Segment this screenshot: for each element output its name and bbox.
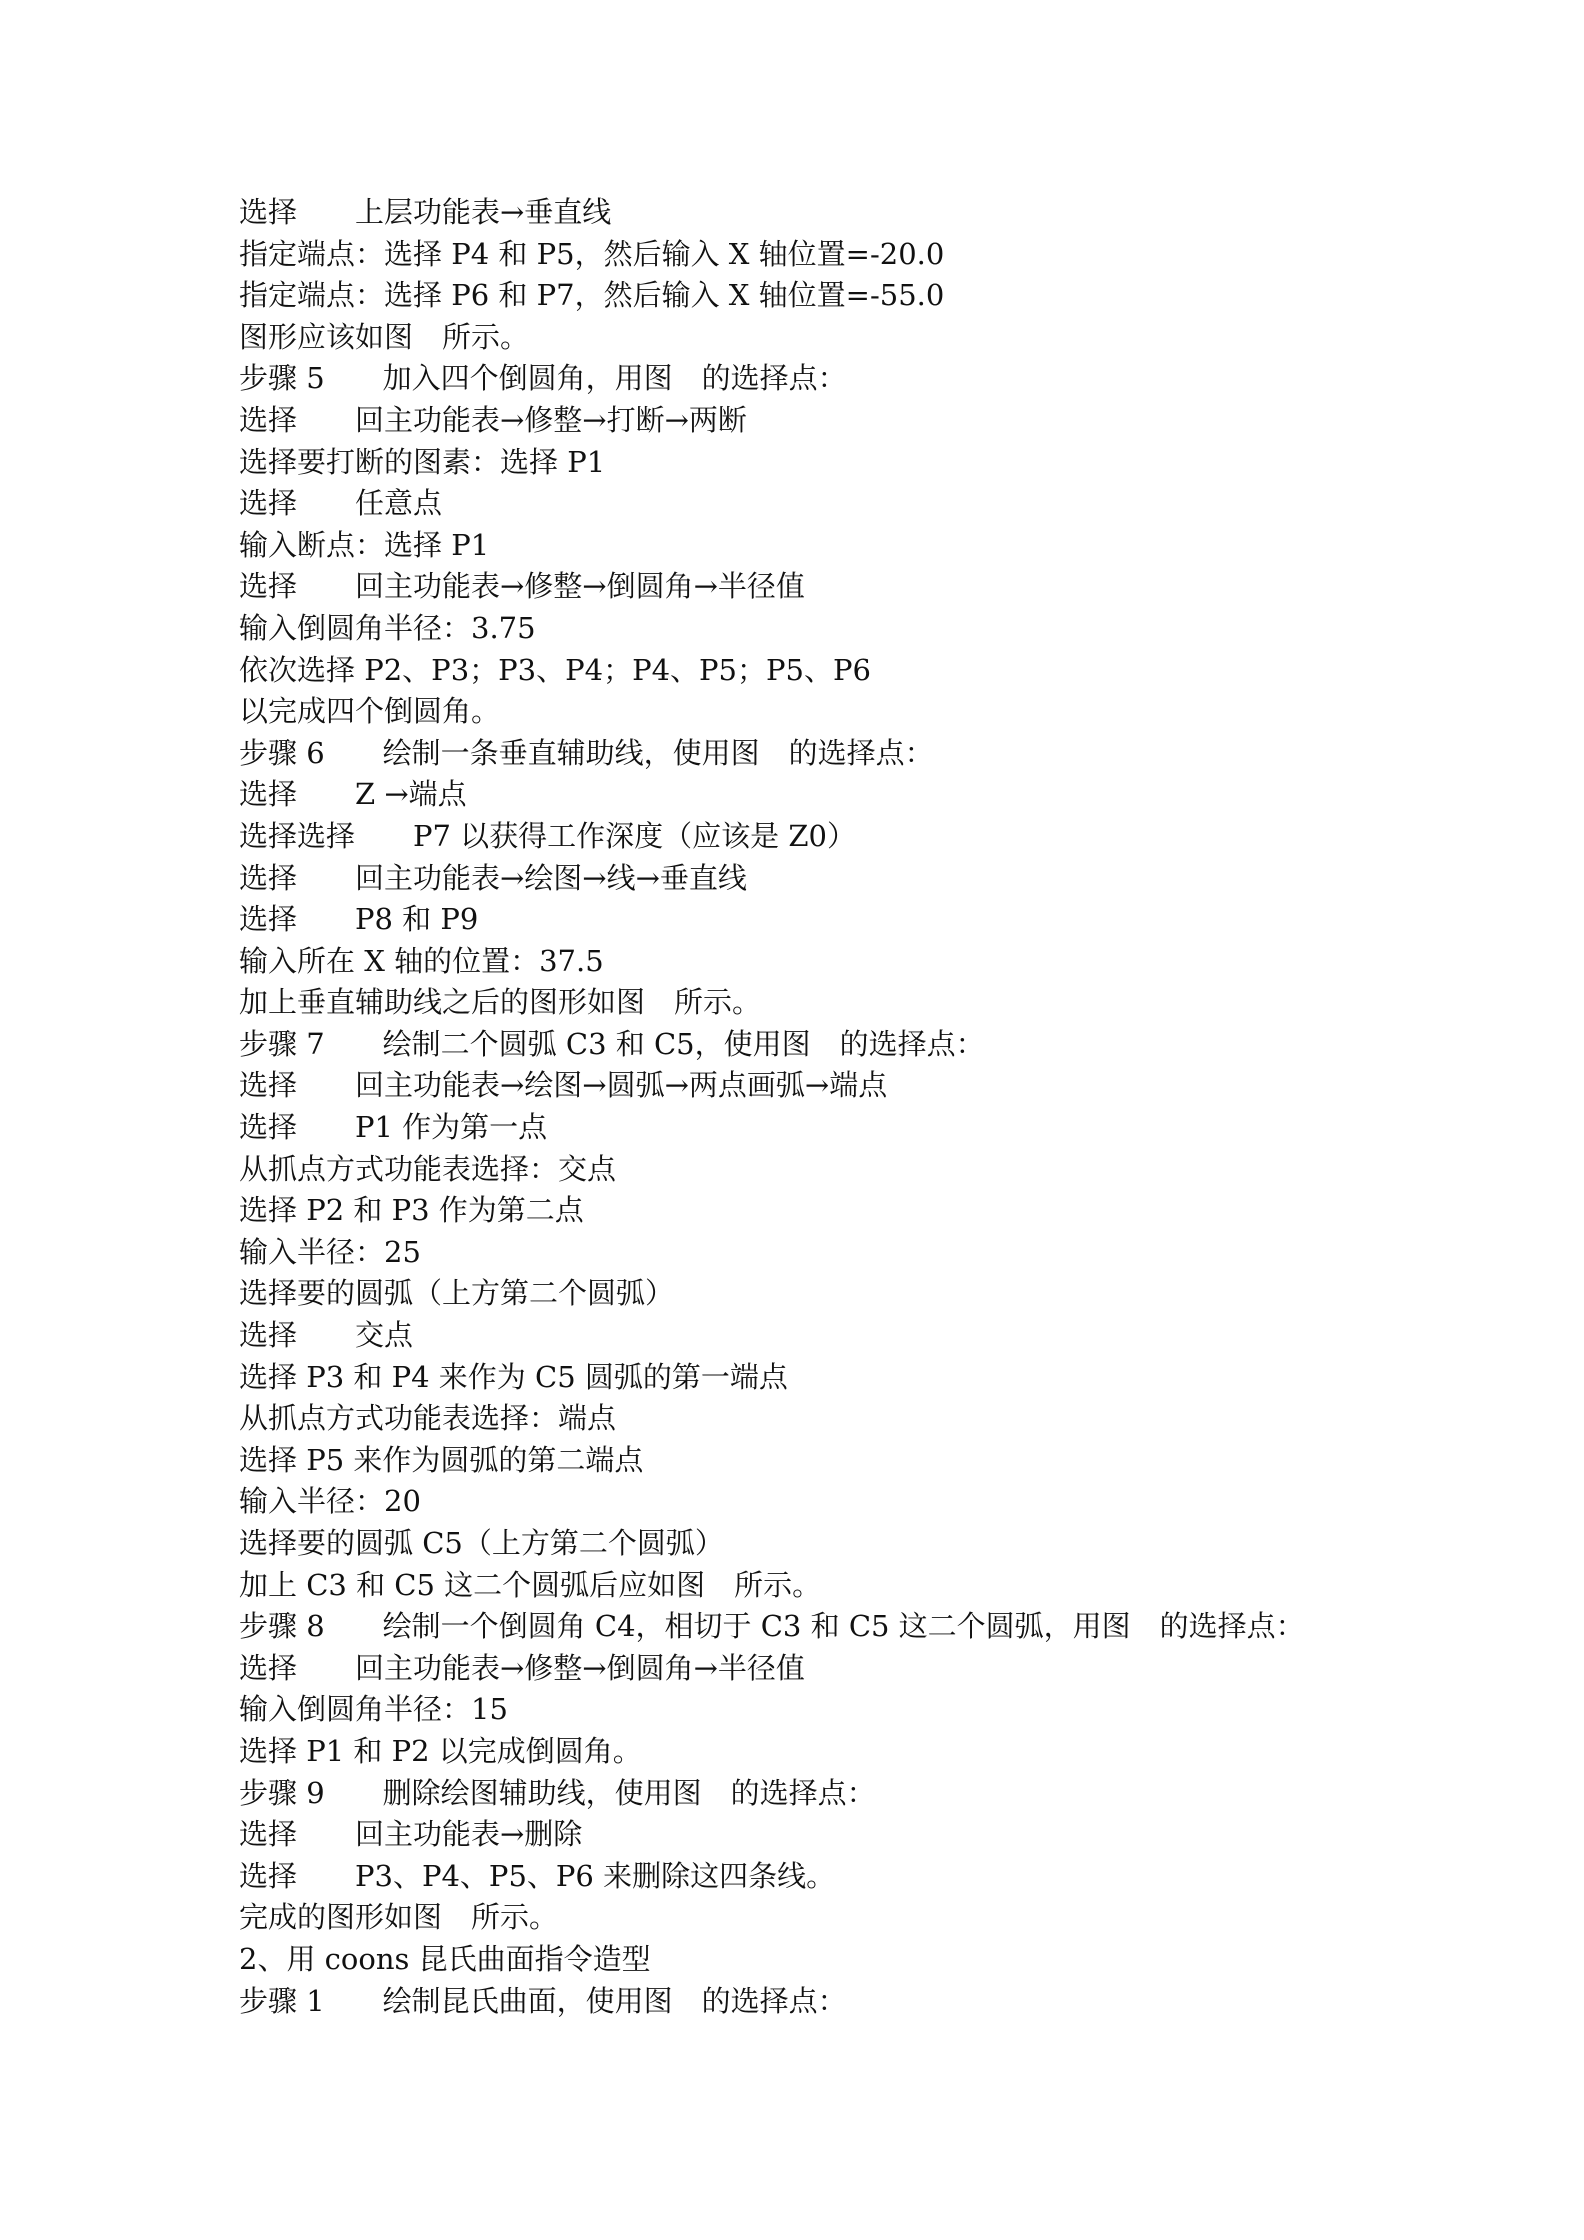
text-line: 选择 P1 作为第一点 bbox=[239, 1110, 548, 1145]
text-line: 选择 上层功能表→垂直线 bbox=[239, 195, 612, 229]
text-line: 输入半径：25 bbox=[239, 1234, 421, 1269]
text-line: 选择 P3 和 P4 来作为 C5 圆弧的第一端点 bbox=[239, 1359, 788, 1394]
text-line: 加上垂直辅助线之后的图形如图 所示。 bbox=[239, 985, 762, 1020]
text-line: 图形应该如图 所示。 bbox=[239, 319, 530, 354]
text-line: 选择 回主功能表→修整→倒圆角→半径值 bbox=[239, 1650, 805, 1685]
text-line: 从抓点方式功能表选择：交点 bbox=[239, 1151, 617, 1186]
text-line: 选择 P1 和 P2 以完成倒圆角。 bbox=[239, 1733, 642, 1768]
text-line: 选择 P8 和 P9 bbox=[239, 902, 479, 937]
text-line: 选择 回主功能表→修整→打断→两断 bbox=[239, 402, 747, 437]
text-line: 选择 P5 来作为圆弧的第二端点 bbox=[239, 1442, 644, 1477]
text-line: 加上 C3 和 C5 这二个圆弧后应如图 所示。 bbox=[239, 1567, 822, 1602]
text-line: 指定端点：选择 P6 和 P7，然后输入 X 轴位置=-55.0 bbox=[239, 278, 945, 313]
text-line: 步骤 1 绘制昆氏曲面，使用图 的选择点： bbox=[239, 1983, 847, 2018]
text-line: 步骤 7 绘制二个圆弧 C3 和 C5，使用图 的选择点： bbox=[239, 1026, 985, 1061]
text-line: 选择 Z →端点 bbox=[239, 777, 467, 812]
text-line: 选择 回主功能表→绘图→线→垂直线 bbox=[239, 860, 747, 895]
text-line: 选择 回主功能表→绘图→圆弧→两点画弧→端点 bbox=[239, 1068, 888, 1103]
text-line: 输入倒圆角半径：3.75 bbox=[239, 610, 536, 645]
text-line: 步骤 5 加入四个倒圆角，用图 的选择点： bbox=[239, 361, 847, 396]
text-line: 指定端点：选择 P4 和 P5，然后输入 X 轴位置=-20.0 bbox=[239, 236, 945, 271]
text-line: 以完成四个倒圆角。 bbox=[239, 694, 501, 729]
text-line: 选择 P2 和 P3 作为第二点 bbox=[239, 1193, 584, 1228]
text-line: 步骤 8 绘制一个倒圆角 C4，相切于 C3 和 C5 这二个圆弧，用图 的选择点： bbox=[239, 1609, 1305, 1644]
text-line: 输入所在 X 轴的位置：37.5 bbox=[239, 943, 604, 978]
text-line: 选择 P3、P4、P5、P6 来删除这四条线。 bbox=[239, 1858, 836, 1893]
text-line: 选择要的圆弧 C5（上方第二个圆弧） bbox=[239, 1526, 724, 1560]
text-line: 选择 交点 bbox=[239, 1318, 414, 1353]
document-body bbox=[239, 192, 1439, 2022]
text-line: 步骤 9 删除绘图辅助线，使用图 的选择点： bbox=[239, 1775, 876, 1810]
text-line: 步骤 6 绘制一条垂直辅助线，使用图 的选择点： bbox=[239, 735, 934, 770]
text-line: 输入倒圆角半径：15 bbox=[239, 1692, 508, 1727]
text-line: 输入半径：20 bbox=[239, 1484, 421, 1519]
text-line: 选择要的圆弧（上方第二个圆弧） bbox=[239, 1276, 675, 1311]
text-line: 2、用 coons 昆氏曲面指令造型 bbox=[239, 1941, 651, 1976]
text-line: 选择 回主功能表→删除 bbox=[239, 1817, 583, 1852]
text-line: 选择选择 P7 以获得工作深度（应该是 Z0） bbox=[239, 818, 857, 853]
text-line: 完成的图形如图 所示。 bbox=[239, 1900, 559, 1935]
text-line: 从抓点方式功能表选择：端点 bbox=[239, 1401, 617, 1436]
text-line: 依次选择 P2、P3；P3、P4；P4、P5；P5、P6 bbox=[239, 652, 871, 687]
text-line: 选择要打断的图素：选择 P1 bbox=[239, 444, 606, 479]
text-line: 选择 任意点 bbox=[239, 486, 443, 521]
text-line: 输入断点：选择 P1 bbox=[239, 527, 490, 562]
text-line: 选择 回主功能表→修整→倒圆角→半径值 bbox=[239, 569, 805, 604]
